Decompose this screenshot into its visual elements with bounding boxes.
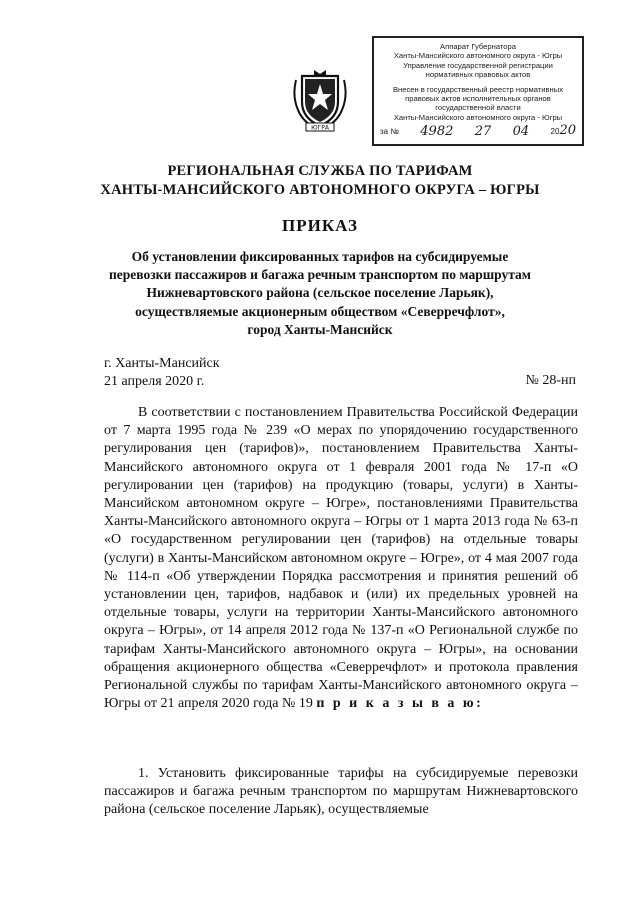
subject-line: осуществляемые акционерным обществом «Северречфлот», [135, 303, 505, 319]
organization-title-line1: РЕГИОНАЛЬНАЯ СЛУЖБА ПО ТАРИФАМ [167, 163, 473, 179]
stamp-line: правовых актов исполнительных органов [405, 94, 551, 104]
document-type: ПРИКАЗ [282, 216, 358, 235]
order-command: п р и к а з ы в а ю: [316, 696, 484, 712]
coat-of-arms-icon [292, 66, 348, 132]
organization-title [60, 162, 580, 200]
stamp-line: Управление государственной регистрации [403, 60, 553, 70]
stamp-line: нормативных правовых актов [425, 70, 531, 80]
subject-line: перевозки пассажиров и багажа речным транспортом по маршрутам [109, 267, 531, 283]
stamp-reg-day: 27 [474, 124, 492, 140]
document-city: г. Ханты-Мансийск [104, 356, 220, 371]
document-place-date [104, 355, 220, 391]
document-number: № 28-нп [525, 373, 576, 388]
subject-line: Об установлении фиксированных тарифов на субсидируемые [131, 249, 509, 264]
emblem-caption: ЮГРА [311, 124, 329, 132]
stamp-reg-month: 04 [512, 124, 530, 140]
document-subject [100, 248, 540, 339]
stamp-line: государственной власти [435, 103, 521, 113]
document-date: 21 апреля 2020 г. [104, 374, 205, 389]
subject-line: Нижневартовского района (сельское поселение Ларьяк), [146, 285, 494, 301]
stamp-reg-year-prefix: 20 [550, 127, 560, 137]
stamp-line: Ханты-Мансийского автономного округа - Югры [393, 51, 563, 61]
body-paragraph-2: 1. Установить фиксированные тарифы на субсидируемые перевозки пассажиров и багажа речным транспортом по маршрутам Нижневартовского района (сельское поселение Ларьяк), осуществляемые [104, 766, 578, 818]
organization-title-line2: ХАНТЫ-МАНСИЙСКОГО АВТОНОМНОГО ОКРУГА – ЮГРЫ [100, 182, 540, 198]
stamp-reg-year-suffix: 20 [559, 123, 576, 139]
paragraph-text: В соответствии с постановлением Правительства Российской Федерации от 7 марта 1995 года № 239 «О мерах по упорядочению государственного регулирования цен (тарифов)», постановлением Правительства Ханты-Мансийского автономного округа от 1 февраля 2001 года № 17-п «О регулировании цен (тарифов) на продукцию (товары, услуги) в Ханты-Мансийском автономном округе – Югре», постановлениями Правительства Ханты-Мансийского автономного округа – Югры от 1 марта 2013 года № 63-п «О государственном регулировании цен (тарифов) на отдельные товары (услуги) в Ханты-Мансийском автономном округе – Югре», от 4 мая 2007 года № 114-п «Об утверждении Порядка рассмотрения и принятия решений об установлении цен, тарифов, надбавок и (или) их предельных уровней на отдельные товары, услуги на территории Ханты-Мансийского автономного округа – Югры», от 14 апреля 2012 года № 137-п «О Региональной службе по тарифам Ханты-Мансийского автономного округа – Югры», на основании обращения акционерного общества «Северречфлот» и протокола правления Региональной службы по тарифам Ханты-Мансийского автономного округа – Югры от 21 апреля 2020 года № 19 [104, 405, 578, 712]
stamp-line: Внесен в государственный реестр нормативных [392, 84, 564, 94]
subject-line: город Ханты-Мансийск [247, 321, 393, 337]
stamp-line: Аппарат Губернатора [440, 42, 516, 51]
stamp-registration-row [380, 123, 576, 140]
stamp-reg-prefix: за № [380, 127, 399, 137]
stamp-line: Ханты-Мансийского автономного округа - Югры [393, 112, 563, 122]
registration-stamp [372, 36, 584, 146]
stamp-reg-number: 4982 [420, 124, 454, 140]
body-paragraph-1 [104, 404, 578, 713]
